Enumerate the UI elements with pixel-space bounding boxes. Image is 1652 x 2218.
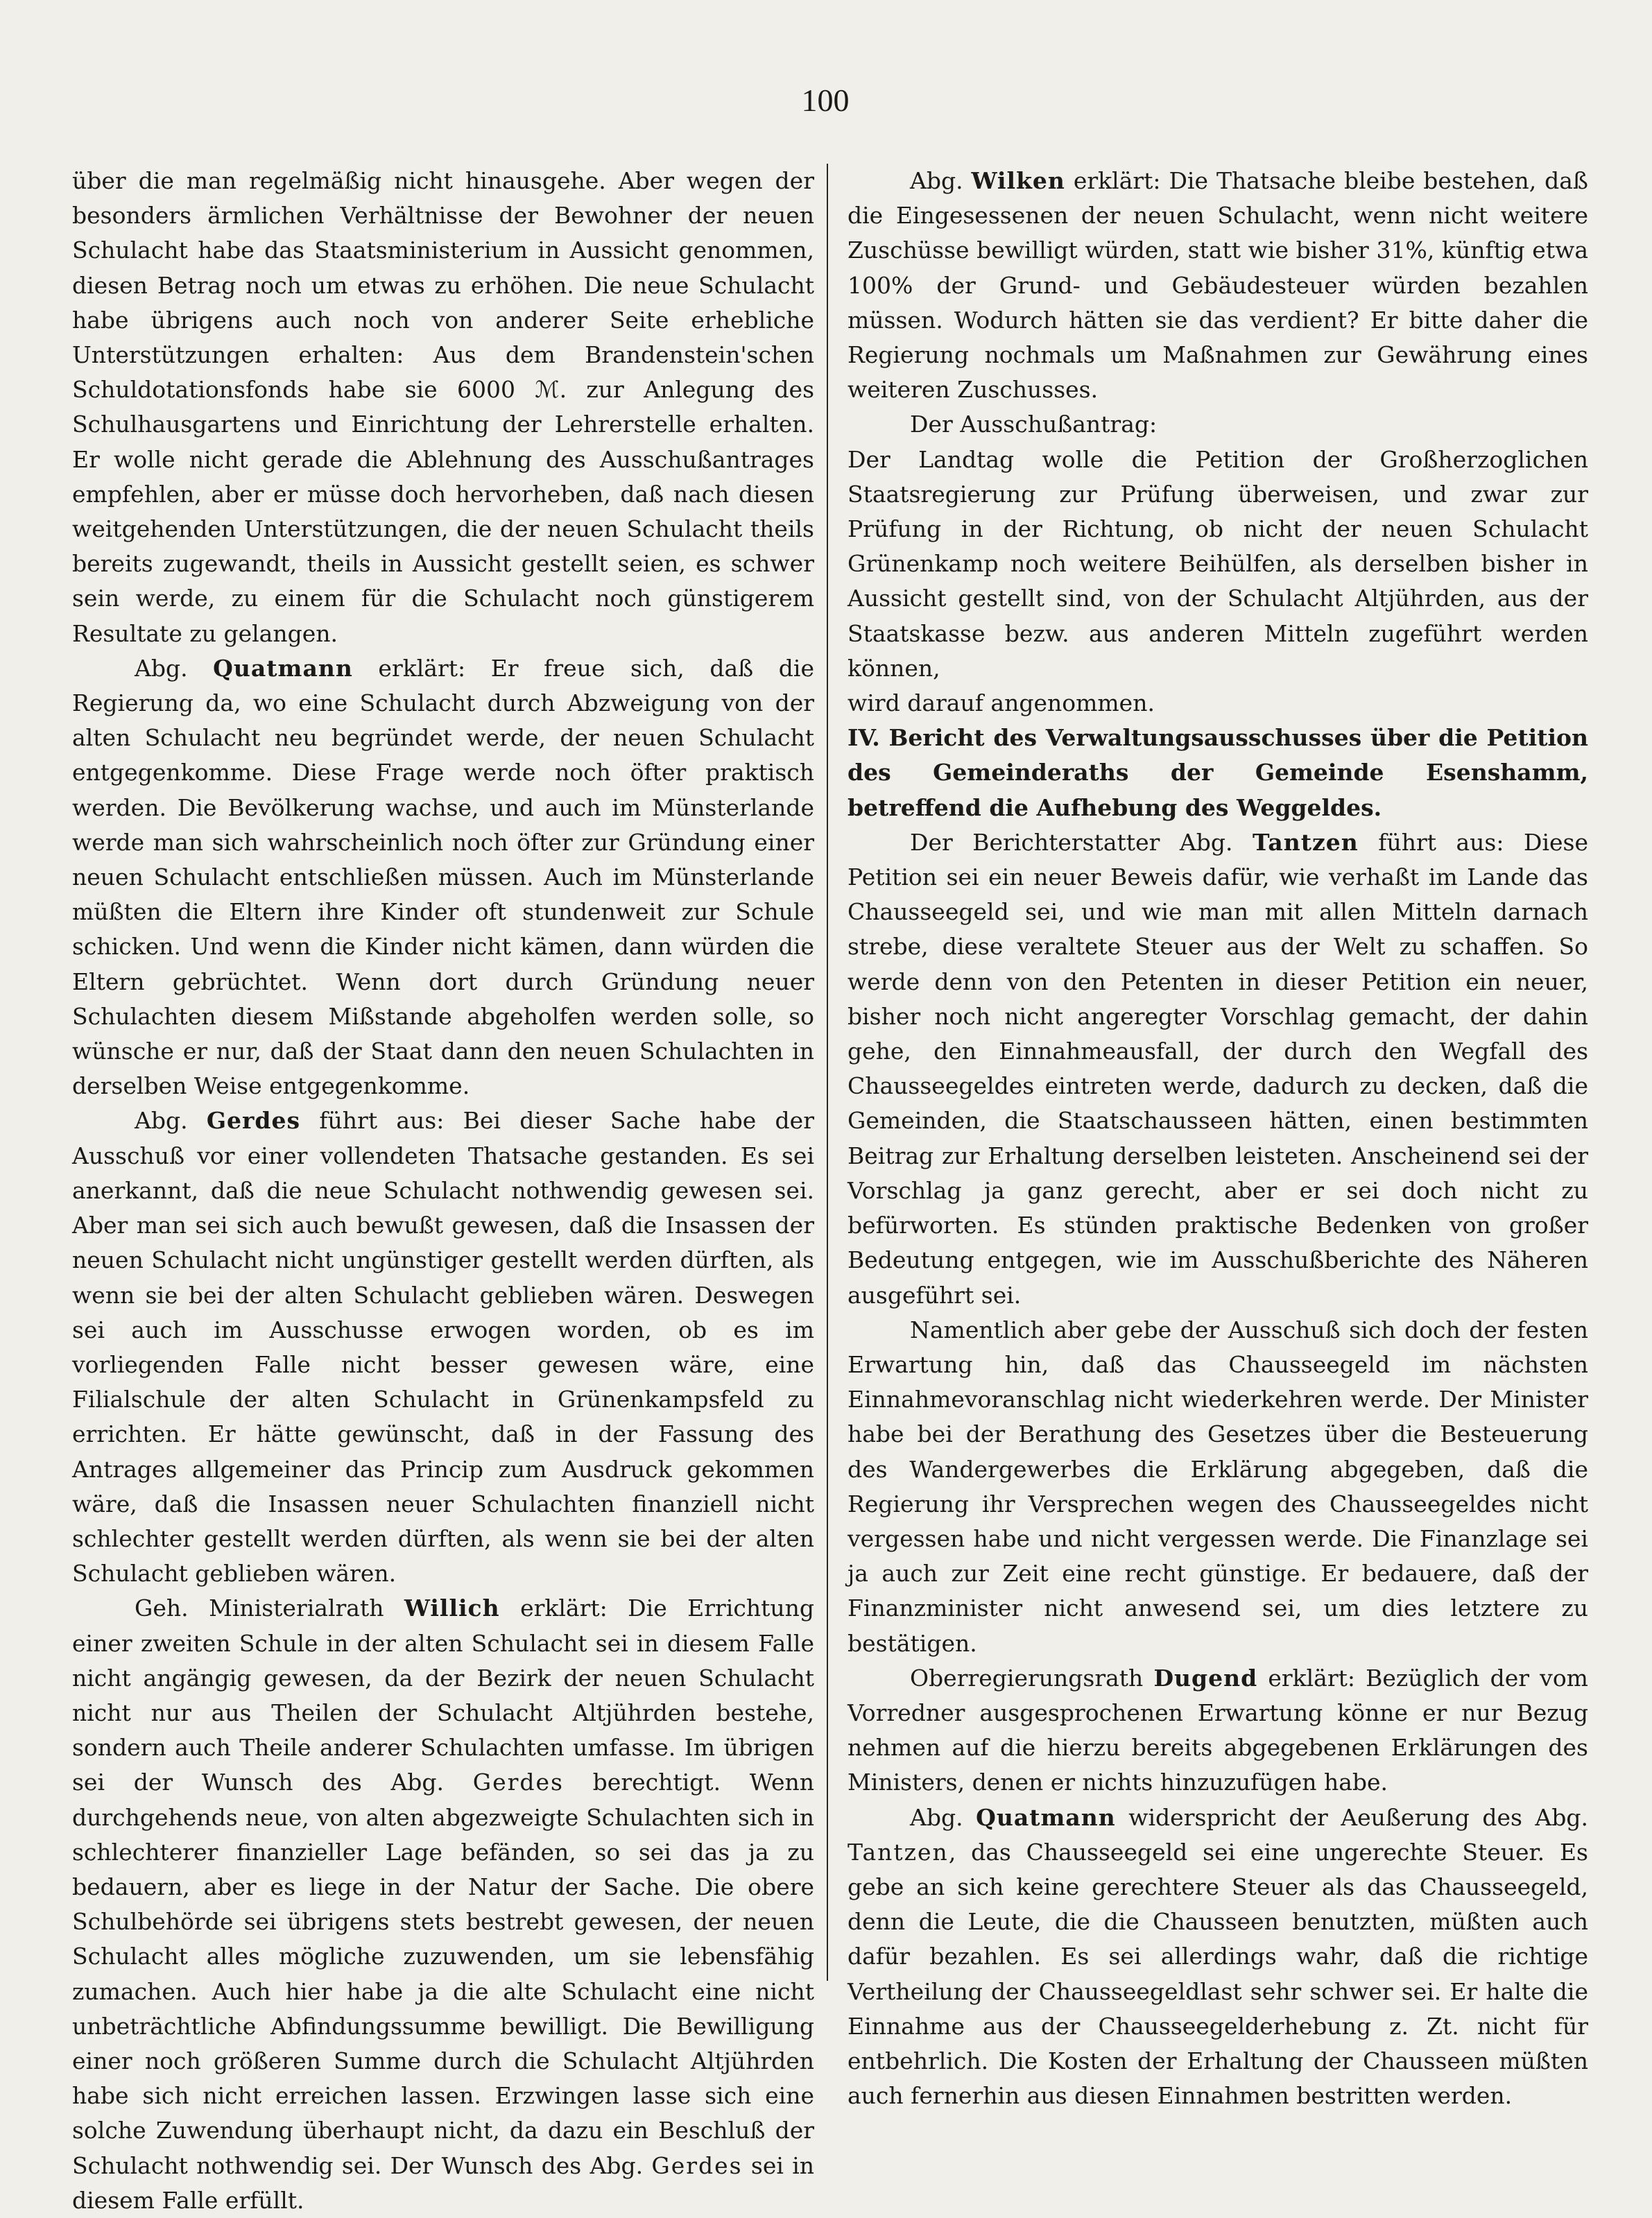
page-number: 100 [801, 83, 850, 118]
spaced-name: Gerdes [472, 1769, 564, 1796]
section-title: Bericht des Verwaltungsausschusses über die Petition des Gemeinderaths der Gemeinde Esenshamm, betreffend die Aufhebung des Weggeldes. [847, 724, 1588, 821]
speaker-name: Gerdes [206, 1107, 301, 1135]
paragraph: wird darauf angenommen. [847, 689, 1155, 717]
speaker-prefix: Der Berichterstatter Abg. [910, 828, 1233, 856]
speaker-prefix: Oberregierungsrath [910, 1664, 1144, 1692]
speaker-name: Quatmann [213, 654, 353, 682]
speaker-name: Dugend [1153, 1664, 1258, 1692]
paragraph-text: erklärt: Er freue sich, daß die Regierung da, wo eine Schulacht durch Abzweigung von der alten Schulacht neu begründet werde, der neuen Schulacht entgegenkomme. Diese Frage werde noch öfter praktisch werden. Die Bevölkerung wachse, und auch im Münsterlande werde man sich wahrscheinlich noch öfter zur Gründung einer neuen Schulacht entschließen müssen. Auch im Münsterlande müßten die Eltern ihre Kinder oft stundenweit zur Schule schicken. Und wenn die Kinder nicht kämen, dann würden die Eltern gebrüchtet. Wenn dort durch Gründung neuer Schulachten diesem Mißstande abgeholfen werden solle, so wünsche er nur, daß der Staat dann den neuen Schulachten in derselben Weise entgegenkomme. [72, 654, 814, 1100]
speaker-prefix: Abg. [135, 654, 188, 682]
paragraph [847, 825, 1588, 1313]
speaker-prefix: Abg. [910, 167, 963, 194]
paragraph-text: widerspricht der Aeußerung des Abg. [1128, 1803, 1588, 1831]
paragraph [72, 651, 814, 1104]
speaker-name: Quatmann [976, 1803, 1116, 1831]
column-divider [827, 164, 828, 1981]
speaker-prefix: Abg. [135, 1107, 188, 1135]
speaker-name: Willich [404, 1594, 500, 1622]
paragraph [847, 1800, 1588, 2114]
committee-motion: Der Landtag wolle die Petition der Großherzoglichen Staatsregierung zur Prüfung überweisen, und zwar zur Prüfung in der Richtung, ob nicht der neuen Schulacht Grünenkamp noch weitere Beihülfen, als derselben bisher in Aussicht gestellt sind, von der Schulacht Altjührden, aus der Staatskasse bezw. aus anderen Mitteln zugeführt werden können, [847, 445, 1588, 682]
paragraph-text: sei in diesem Falle erfüllt. [72, 2151, 814, 2214]
paragraph-text: erklärt: Die Thatsache bleibe bestehen, daß die Eingesessenen der neuen Schulacht, wenn nicht weitere Zuschüsse bewilligt würden, statt wie bisher 31%, künftig etwa 100% der Grund- und Gebäudesteuer würden bezahlen müssen. Wodurch hätten sie das verdient? Er bitte daher die Regierung nochmals um Maßnahmen zur Gewährung eines weiteren Zuschusses. [847, 167, 1588, 404]
section-number: IV. [847, 724, 880, 752]
paragraph [847, 1661, 1588, 1800]
paragraph [72, 1591, 814, 2218]
paragraph: über die man regelmäßig nicht hinausgehe. Aber wegen der besonders ärmlichen Verhältnisse der Bewohner der neuen Schulacht habe das Staatsministerium in Aussicht genommen, diesen Betrag noch um etwas zu erhöhen. Die neue Schulacht habe übrigens auch noch von anderer Seite erhebliche Unterstützungen erhalten: Aus dem Brandenstein'schen Schuldotationsfonds habe sie 6000 ℳ. zur Anlegung des Schulhausgartens und Einrichtung der Lehrerstelle erhalten. Er wolle nicht gerade die Ablehnung des Ausschußantrages empfehlen, aber er müsse doch hervorheben, daß nach diesen weitgehenden Unterstützungen, die der neuen Schulacht theils bereits zugewandt, theils in Aussicht gestellt seien, es schwer sein werde, zu einem für die Schulacht noch günstigerem Resultate zu gelangen. [72, 167, 814, 647]
speaker-name: Wilken [971, 167, 1065, 194]
left-column [72, 164, 814, 2218]
speaker-prefix: Abg. [910, 1803, 963, 1831]
spaced-name: Tantzen [847, 1838, 949, 1866]
paragraph: Der Ausschußantrag: [910, 411, 1158, 438]
speaker-name: Tantzen [1252, 828, 1359, 856]
paragraph-text: berechtigt. Wenn durchgehends neue, von alten abgezweigte Schulachten sich in schlechterer finanzieller Lage befänden, so sei das ja zu bedauern, aber es liege in der Natur der Sache. Die obere Schulbehörde sei übrigens stets bestrebt gewesen, der neuen Schulacht alles mögliche zuzuwenden, um sie lebensfähig zumachen. Auch hier habe ja die alte Schulacht eine nicht unbeträchtliche Abfindungssumme bewilligt. Die Bewilligung einer noch größeren Summe durch die Schulacht Altjührden habe sich nicht erreichen lassen. Erzwingen lasse sich eine solche Zuwendung überhaupt nicht, da dazu ein Beschluß der Schulacht nothwendig sei. Der Wunsch des Abg. [72, 1769, 814, 2179]
right-column [847, 164, 1588, 2113]
paragraph: Namentlich aber gebe der Ausschuß sich doch der festen Erwartung hin, daß das Chausseegeld im nächsten Einnahmevoranschlag nicht wiederkehren werde. Der Minister habe bei der Berathung des Gesetzes über die Besteuerung des Wandergewerbes die Erklärung abgegeben, daß die Regierung ihr Versprechen wegen des Chausseegeldes nicht vergessen habe und nicht vergessen werde. Die Finanzlage sei ja auch zur Zeit eine recht günstige. Er bedauere, daß der Finanzminister nicht anwesend sei, um dies letztere zu bestätigen. [847, 1316, 1588, 1657]
paragraph-text: , das Chausseegeld sei eine ungerechte Steuer. Es gebe an sich keine gerechtere Steuer als das Chausseegeld, denn die Leute, die die Chausseen benutzten, müßten auch dafür bezahlen. Es sei allerdings wahr, daß die richtige Vertheilung der Chausseegeldlast sehr schwer sei. Er halte die Einnahme aus der Chausseegelderhebung z. Zt. nicht für entbehrlich. Die Kosten der Erhaltung der Chausseen müßten auch fernerhin aus diesen Einnahmen bestritten werden. [847, 1838, 1588, 2110]
speaker-prefix: Geh. Ministerialrath [135, 1594, 384, 1622]
paragraph-text: führt aus: Diese Petition sei ein neuer Beweis dafür, wie verhaßt im Lande das Chausseegeld sei, und wie man mit allen Mitteln darnach strebe, diese veraltete Steuer aus der Welt zu schaffen. So werde denn von den Petenten in dieser Petition ein neuer, bisher noch nicht angeregter Vorschlag gemacht, der dahin gehe, den Einnahmeausfall, der durch den Wegfall des Chausseegeldes eintreten werde, dadurch zu decken, daß die Gemeinden, die Staatschausseen hätten, einen bestimmten Beitrag zur Erhaltung derselben leisteten. Anscheinend sei der Vorschlag ja ganz gerecht, aber er sei doch nicht zu befürworten. Es stünden praktische Bedenken von großer Bedeutung entgegen, wie im Ausschußberichte des Näheren ausgeführt sei. [847, 828, 1588, 1309]
paragraph [72, 1103, 814, 1591]
paragraph-text: erklärt: Die Errichtung einer zweiten Schule in der alten Schulacht sei in diesem Falle nicht angängig gewesen, da der Bezirk der neuen Schulacht nicht nur aus Theilen der Schulacht Altjührden bestehe, sondern auch Theile anderer Schulachten umfasse. Im übrigen sei der Wunsch des Abg. [72, 1594, 814, 1796]
spaced-name: Gerdes [651, 2151, 743, 2179]
paragraph-text: führt aus: Bei dieser Sache habe der Ausschuß vor einer vollendeten Thatsache gestanden. Es sei anerkannt, daß die neue Schulacht nothwendig gewesen sei. Aber man sei sich auch bewußt gewesen, daß die Insassen der neuen Schulacht nicht ungünstiger gestellt werden dürften, als wenn sie bei der alten Schulacht geblieben wären. Deswegen sei auch im Ausschusse erwogen worden, ob es im vorliegenden Falle nicht besser gewesen wäre, eine Filialschule der alten Schulacht in Grünenkampsfeld zu errichten. Er hätte gewünscht, daß in der Fassung des Antrages allgemeiner das Princip zum Ausdruck gekommen wäre, daß die Insassen neuer Schulachten finanziell nicht schlechter gestellt werden dürften, als wenn sie bei der alten Schulacht geblieben wären. [72, 1107, 814, 1588]
paragraph [847, 164, 1588, 407]
section-heading [847, 721, 1588, 825]
paragraph-text: erklärt: Bezüglich der vom Vorredner ausgesprochenen Erwartung könne er nur Bezug nehmen auf die hierzu bereits abgegebenen Erklärungen des Ministers, denen er nichts hinzuzufügen habe. [847, 1664, 1588, 1796]
